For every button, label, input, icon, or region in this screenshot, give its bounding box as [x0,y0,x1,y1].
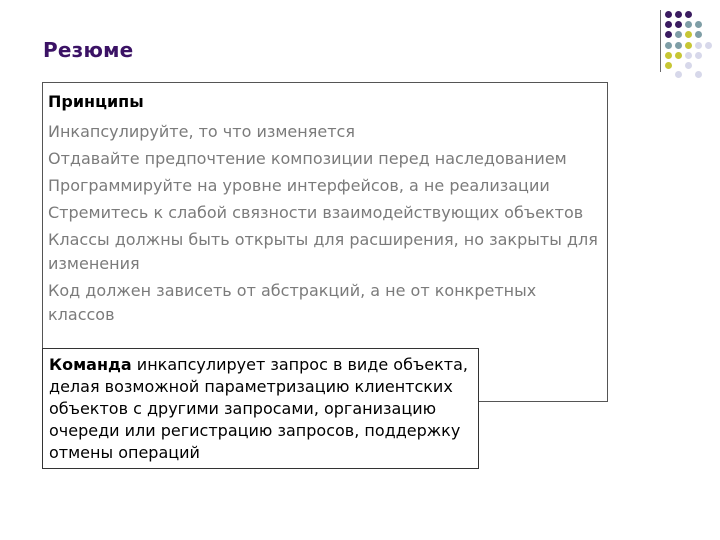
principle-item: Инкапсулируйте, то что изменяется [48,122,355,141]
slide-title: Резюме [43,38,134,62]
dot-icon [665,52,672,59]
dot-icon [665,42,672,49]
callout-text: инкапсулирует запрос в виде объекта, делая возможной параметризацию клиентских объектов с другими запросами, организацию очереди или регистрацию запросов, поддержку отмены операций [49,355,468,462]
dot-icon [695,31,702,38]
dot-icon [675,11,682,18]
principle-item: Отдавайте предпочтение композиции перед наследованием [48,149,567,168]
principle-item: Программируйте на уровне интерфейсов, а не реализации [48,176,550,195]
dot-icon [685,52,692,59]
dot-icon [665,11,672,18]
dot-icon [695,52,702,59]
dot-icon [685,11,692,18]
dot-icon [705,42,712,49]
dot-icon [685,31,692,38]
dot-icon [675,31,682,38]
principle-item: Стремитесь к слабой связности взаимодействующих объектов [48,203,584,222]
dot-icon [685,42,692,49]
principles-heading: Принципы [48,92,144,111]
dot-icon [665,31,672,38]
dot-icon [685,21,692,28]
command-definition-callout [42,348,479,469]
dot-icon [675,21,682,28]
principle-item: Код должен зависеть от абстракций, а не от конкретных классов [48,281,537,324]
dot-icon [665,62,672,69]
callout-term: Команда [49,355,132,374]
dot-icon [695,42,702,49]
dot-icon [665,21,672,28]
dot-grid-icon [665,11,720,81]
dot-icon [695,71,702,78]
decorative-divider [660,10,661,72]
dot-icon [695,21,702,28]
dot-icon [675,42,682,49]
dot-icon [675,71,682,78]
dot-icon [675,52,682,59]
dot-icon [685,62,692,69]
principle-item: Классы должны быть открыты для расширения, но закрыты для изменения [48,230,598,273]
